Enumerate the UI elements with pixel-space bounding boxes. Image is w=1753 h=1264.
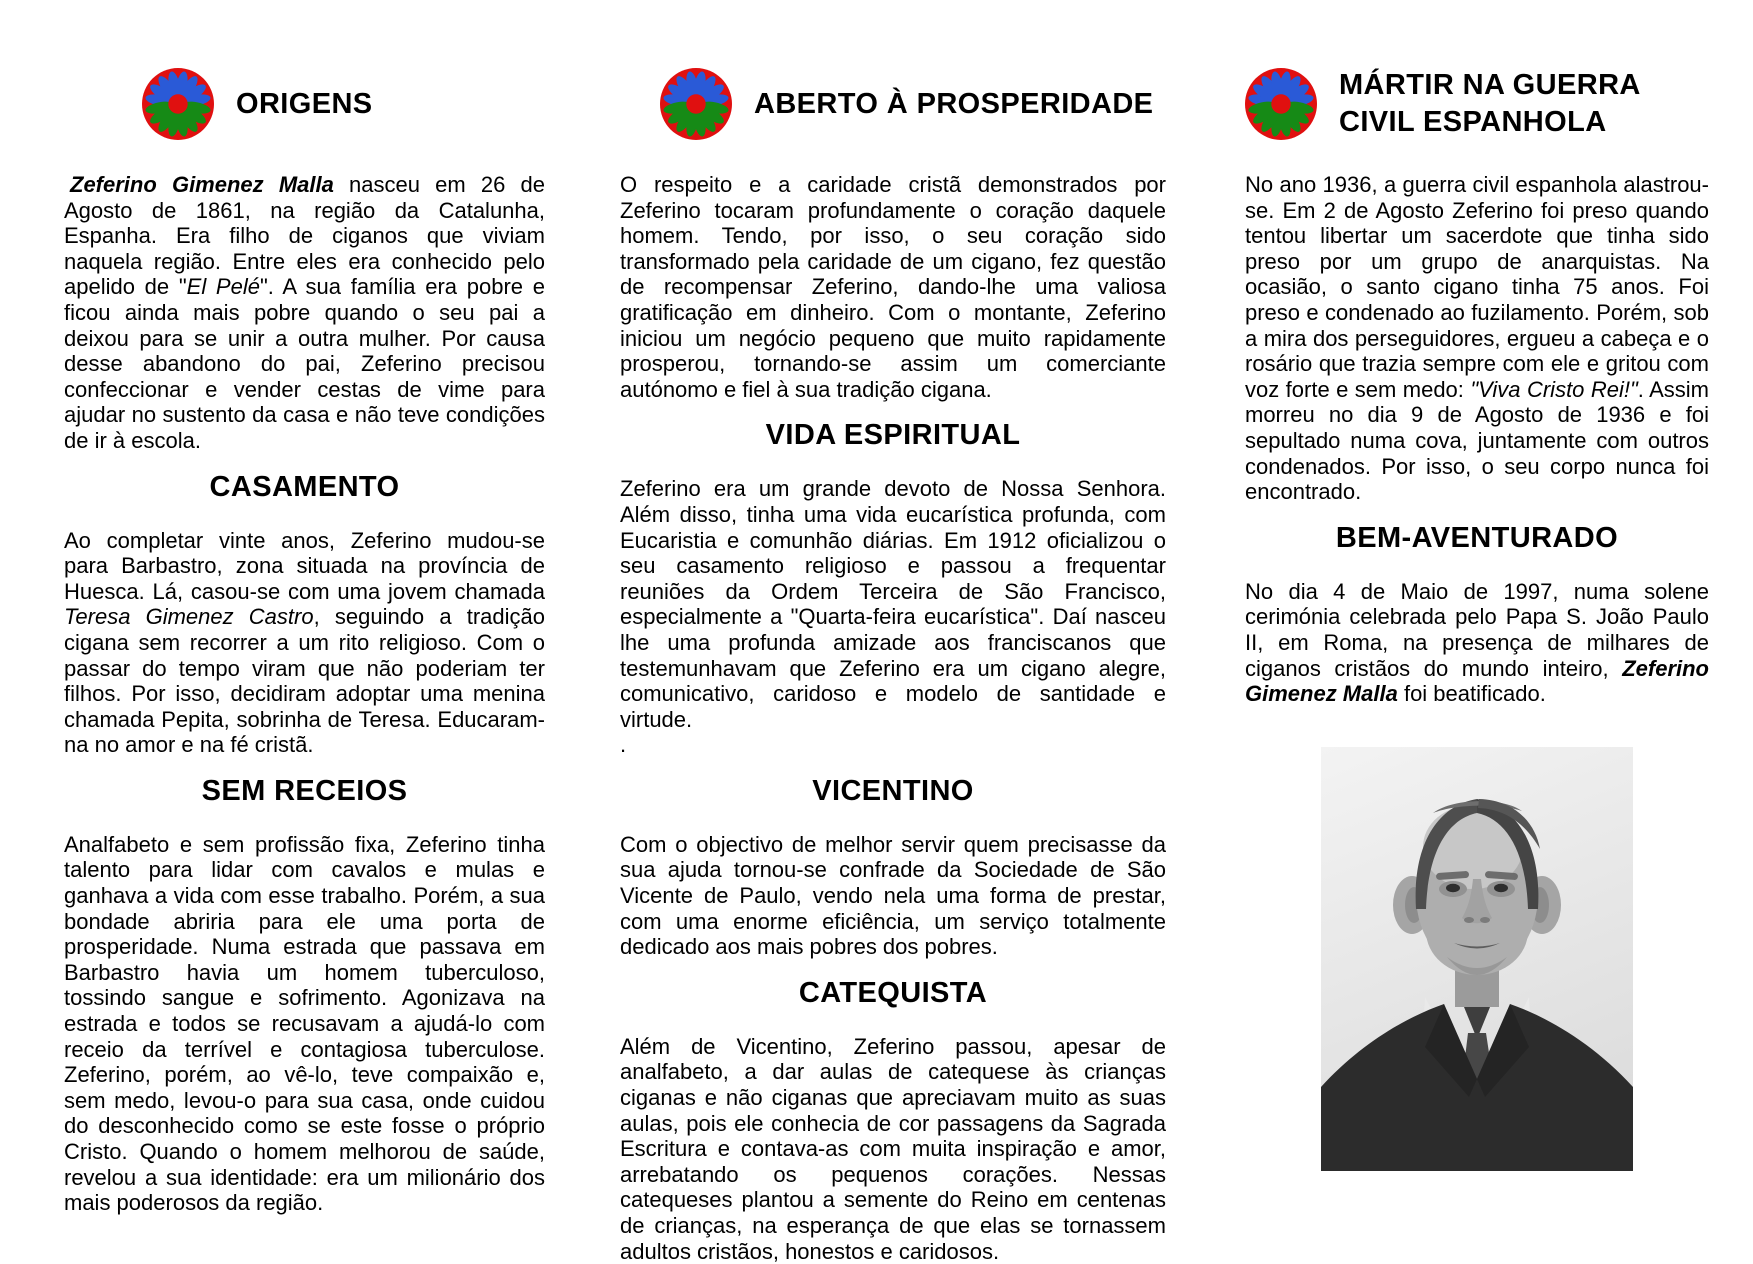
paragraph: Zeferino Gimenez Malla nasceu em 26 de Agosto de 1861, na região da Catalunha, Espanha. Era filho de ciganos que viviam naquela região. Entre eles era conhecido pelo apelido de "El Pelé". A sua família era pobre e ficou ainda mais pobre quando o seu pai a deixou para se unir a outra mulher. Por causa desse abandono do pai, Zeferino precisou confeccionar e vender cestas de vime para ajudar no sustento da casa e não teve condições de ir à escola.	[64, 172, 545, 453]
column-body	[620, 172, 1166, 1264]
section-heading: SEM RECEIOS	[201, 774, 408, 807]
column-body	[1245, 172, 1709, 707]
column-title: ABERTO À PROSPERIDADE	[754, 87, 1154, 120]
paragraph: Zeferino era um grande devoto de Nossa Senhora. Além disso, tinha uma vida eucarística profunda, com Eucaristia e comunhão diárias. Em 1912 oficializou o seu casamento religioso e passou a frequentar reuniões da Ordem Terceira de São Francisco, especialmente a "Quarta-feira eucarística". Daí nasceu lhe uma profunda amizade aos franciscanos que testemunhavam que Zeferino era um cigano alegre, comunicativo, caridoso e modelo de santidade e virtude.	[620, 476, 1166, 732]
romani-wheel-icon	[142, 68, 214, 140]
paragraph: O respeito e a caridade cristã demonstrados por Zeferino tocaram profundamente o coração daquele homem. Tendo, por isso, o seu coração sido transformado pela caridade de um cigano, fez questão de recompensar Zeferino, dando-lhe uma valiosa gratificação em dinheiro. Com o montante, Zeferino iniciou um negócio pequeno que muito rapidamente prosperou, tornando-se assim um comerciante autónomo e fiel à sua tradição cigana.	[620, 172, 1166, 402]
column-header	[1245, 56, 1709, 152]
paragraph: Com o objectivo de melhor servir quem precisasse da sua ajuda tornou-se confrade da Sociedade de São Vicente de Paulo, vendo nela uma forma de prestar, com uma enorme eficiência, um serviço totalmente dedicado aos mais pobres dos pobres.	[620, 831, 1166, 960]
paragraph: No dia 4 de Maio de 1997, numa solene cerimónia celebrada pelo Papa S. João Paulo II, em Roma, na presença de milhares de ciganos cristãos do mundo inteiro, Zeferino Gimenez Malla foi beatificado.	[1245, 578, 1709, 707]
column-title: ORIGENS	[236, 87, 373, 120]
section-heading: VICENTINO	[812, 774, 974, 807]
paragraph: No ano 1936, a guerra civil espanhola alastrou-se. Em 2 de Agosto Zeferino foi preso quando tentou libertar um sacerdote que tinha sido preso por um grupo de anarquistas. Na ocasião, o santo cigano tinha 75 anos. Foi preso e condenado ao fuzilamento. Porém, sob a mira dos perseguidores, ergueu a cabeça e o rosário que trazia sempre com ele e gritou com voz forte e sem medo: "Viva Cristo Rei!". Assim morreu no dia 9 de Agosto de 1936 e foi sepultado numa cova, juntamente com outros condenados. Por isso, o seu corpo nunca foi encontrado.	[1245, 172, 1709, 505]
column-header	[620, 56, 1166, 152]
section-heading: CASAMENTO	[209, 470, 400, 503]
paragraph: Além de Vicentino, Zeferino passou, apesar de analfabeto, a dar aulas de catequese às crianças ciganas e não ciganas que apreciavam muito as suas aulas, pois ele conhecia de cor passagens da Sagrada Escritura e contava-as com muita inspiração e amor, arrebatando os pequenos corações. Nessas catequeses plantou a semente do Reino em centenas de crianças, na esperança de que elas se tornassem adultos cristãos, honestos e caridosos.	[620, 1033, 1166, 1264]
portrait-photo	[1321, 747, 1633, 1171]
paragraph: Ao completar vinte anos, Zeferino mudou-se para Barbastro, zona situada na província de Huesca. Lá, casou-se com uma jovem chamada Teresa Gimenez Castro, seguindo a tradição cigana sem recorrer a um rito religioso. Com o passar do tempo viram que não poderiam ter filhos. Por isso, decidiram adoptar uma menina chamada Pepita, sobrinha de Teresa. Educaram-na no amor e na fé cristã.	[64, 527, 545, 758]
section-heading: VIDA ESPIRITUAL	[765, 419, 1021, 452]
column-origens	[64, 56, 545, 1264]
section-heading: BEM-AVENTURADO	[1335, 521, 1619, 554]
romani-wheel-icon	[660, 68, 732, 140]
paragraph: Analfabeto e sem profissão fixa, Zeferino tinha talento para lidar com cavalos e mulas e ganhava a vida com esse trabalho. Porém, a sua bondade abriria para ele uma porta de prosperidade. Numa estrada que passava em Barbastro havia um homem tuberculoso, tossindo sangue e sofrimento. Agonizava na estrada e todos se recusavam a ajudá-lo com receio da terrível e contagiosa tuberculose. Zeferino, porém, ao vê-lo, teve compaixão e, sem medo, levou-o para sua casa, onde cuidou do desconhecido como se este fosse o próprio Cristo. Quando o homem melhorou de saúde, revelou a sua identidade: era um milionário dos mais poderosos da região.	[64, 831, 545, 1216]
column-body	[64, 172, 545, 1216]
column-aberto-a-prosperidade	[620, 56, 1166, 1264]
column-martir	[1245, 56, 1709, 1264]
column-header	[64, 56, 545, 152]
portrait-photo-image	[1321, 747, 1633, 1171]
paragraph: .	[620, 732, 627, 758]
section-heading: CATEQUISTA	[798, 976, 988, 1009]
romani-wheel-icon	[1245, 68, 1317, 140]
column-title: MÁRTIR NA GUERRA CIVIL ESPANHOLA	[1339, 69, 1640, 138]
